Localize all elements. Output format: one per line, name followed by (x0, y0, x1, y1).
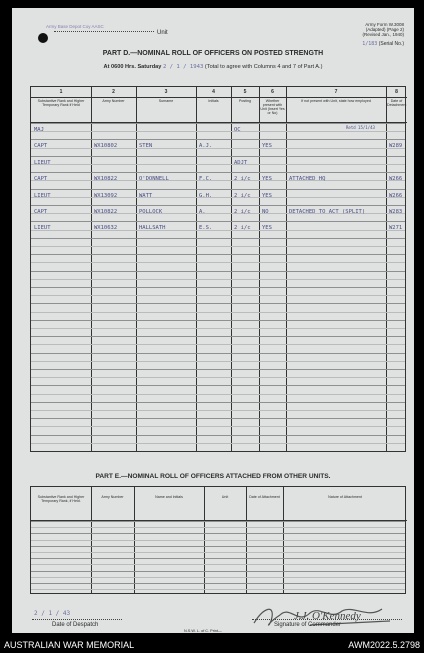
table-cell: DETACHED TO ACT (SPLIT) (289, 209, 366, 215)
part-e-column-header: Nature of Attachment (283, 487, 407, 521)
table-cell: YES (262, 225, 272, 232)
time-suffix: (Total to agree with Columns 4 and 7 of Part A.) (204, 64, 323, 70)
row-line (31, 271, 405, 272)
column-divider (386, 87, 387, 451)
row-line (31, 385, 405, 386)
serial-label: (Serial No.) (378, 41, 404, 47)
row-line (31, 402, 405, 403)
row-line (31, 320, 405, 321)
row-line (31, 287, 405, 288)
part-e-row-line (31, 552, 405, 553)
signature-text: J.J. O'Kennedy (294, 610, 361, 622)
army-form-adapted: (Adapted) (Page 2) (365, 27, 404, 32)
table-cell: OC (234, 127, 241, 133)
column-header: Whether present with Unit (Insert Yes or No) (259, 98, 286, 123)
unit-stamp: Army Base Depot Coy AASC (46, 24, 104, 29)
part-e-column-header: Substantive Rank and Higher Temporary Rank, if Held. (31, 487, 91, 521)
row-line (31, 246, 405, 247)
table-cell: W266 (389, 176, 403, 183)
column-number: 8 (386, 87, 407, 98)
column-header: Date of Detachment (386, 98, 407, 123)
part-e-title: PART E.—NOMINAL ROLL OF OFFICERS ATTACHED FROM OTHER UNITS. (95, 473, 331, 480)
table-cell: CAPT (34, 209, 48, 215)
row-line (31, 262, 405, 263)
row-line (31, 303, 405, 304)
column-number: 3 (136, 87, 196, 98)
part-e-row-line (31, 540, 405, 541)
row-line (31, 394, 405, 395)
table-cell: CAPT (34, 143, 48, 150)
column-number: 5 (231, 87, 259, 98)
serial-value: 1/183 (362, 41, 378, 47)
punch-hole (38, 33, 48, 43)
part-e-row-line (31, 577, 405, 578)
column-divider (91, 87, 92, 451)
column-header: Surname (136, 98, 196, 123)
part-e-row-line (31, 546, 405, 547)
army-form-block (362, 22, 404, 37)
table-cell: WX10632 (94, 225, 118, 232)
part-e-row-line (31, 583, 405, 584)
row-line (31, 205, 405, 206)
row-line (31, 377, 405, 378)
column-divider (231, 87, 232, 451)
row-line (31, 221, 405, 222)
table-cell: POLLOCK (139, 209, 163, 215)
table-cell: O'DONNELL (139, 176, 169, 183)
row-line (31, 410, 405, 411)
despatch-value: 2 / 1 / 43 (34, 610, 71, 617)
column-header: Posting (231, 98, 259, 123)
unit-line (54, 31, 154, 32)
printer-note: N.S.W. L. of C. Print— (184, 629, 222, 633)
unit-label: Unit (157, 30, 168, 36)
table-cell: HALLSATH (139, 225, 166, 232)
signature-label: Signature of Commander (274, 622, 342, 628)
table-cell: W271 (389, 225, 403, 232)
table-cell: NO (262, 209, 269, 215)
part-e-row-line (31, 571, 405, 572)
table-cell: WX10822 (94, 209, 118, 215)
detachment-note: Retd 15/1/43 (346, 125, 375, 130)
row-line (31, 295, 405, 296)
column-number: 6 (259, 87, 286, 98)
table-cell: W266 (389, 192, 403, 199)
row-line (31, 369, 405, 370)
row-line (31, 344, 405, 345)
part-d-subtitle (12, 64, 414, 70)
part-e-column-header: Army Number (91, 487, 134, 521)
table-cell: WX13092 (94, 192, 118, 199)
despatch-line (32, 619, 122, 620)
row-line (31, 361, 405, 362)
army-form-number: Army Form W.3008 (365, 22, 404, 27)
serial-number (362, 41, 404, 47)
table-cell: A. (199, 209, 206, 215)
part-e-column-header: Unit (204, 487, 246, 521)
row-line (31, 435, 405, 436)
despatch-label: Date of Despatch (52, 622, 99, 628)
column-number: 7 (286, 87, 386, 98)
table-cell: ADJT (234, 159, 248, 166)
part-e-row-line (31, 564, 405, 565)
row-line (31, 336, 405, 337)
table-cell: 2 i/c (234, 192, 251, 199)
table-cell: WATT (139, 192, 153, 199)
part-e-column-header: Date of Attachment (246, 487, 283, 521)
table-cell: 2 i/c (234, 225, 251, 232)
part-e-table (30, 486, 406, 594)
table-cell: A.J. (199, 143, 213, 150)
signature-line (252, 619, 402, 620)
row-line (31, 254, 405, 255)
table-cell: 2 i/c (234, 176, 251, 183)
caption-right: AWM2022.5.2798 (348, 640, 420, 650)
day-label: Saturday (137, 64, 162, 70)
part-d-title: PART D.—NOMINAL ROLL OF OFFICERS ON POSTED STRENGTH (102, 50, 324, 57)
table-cell: CAPT (34, 176, 48, 183)
table-cell: LIEUT (34, 159, 51, 166)
table-cell: LIEUT (34, 225, 51, 232)
table-cell: YES (262, 192, 272, 199)
part-e-row-line (31, 533, 405, 534)
row-line (31, 123, 405, 124)
column-number: 4 (196, 87, 231, 98)
row-line (31, 189, 405, 190)
table-cell: G.H. (199, 192, 213, 199)
column-header: Substantive Rank and Higher Temporary Rank if Held (31, 98, 91, 123)
table-cell: W283 (389, 209, 403, 215)
row-line (31, 279, 405, 280)
part-e-column-header: Name and Initials (134, 487, 204, 521)
row-line (31, 443, 405, 444)
row-line (31, 426, 405, 427)
date-value: 2 / 1 / 1943 (162, 64, 204, 70)
form-sheet (12, 8, 414, 633)
table-cell: STEN (139, 143, 153, 150)
table-cell: WX10802 (94, 143, 118, 150)
table-cell: MAJ (34, 127, 44, 133)
column-divider (136, 87, 137, 451)
table-cell: W289 (389, 143, 403, 150)
table-cell: YES (262, 143, 272, 150)
row-line (31, 156, 405, 157)
column-divider (286, 87, 287, 451)
table-cell: E.S. (199, 225, 213, 232)
part-e-row-line (31, 558, 405, 559)
row-line (31, 328, 405, 329)
row-line (31, 418, 405, 419)
part-d-table (30, 86, 406, 452)
part-e-row-line (31, 521, 405, 522)
column-header: Initials (196, 98, 231, 123)
column-number: 2 (91, 87, 136, 98)
column-divider (196, 87, 197, 451)
time-prefix: At 0600 Hrs. (103, 64, 136, 70)
row-line (31, 312, 405, 313)
column-number: 1 (31, 87, 91, 98)
part-e-row-line (31, 589, 405, 590)
table-cell: 2 i/c (234, 209, 251, 215)
table-cell: YES (262, 176, 272, 183)
part-e-row-line (31, 527, 405, 528)
row-line (31, 139, 405, 140)
table-cell: LIEUT (34, 192, 51, 199)
row-line (31, 172, 405, 173)
caption-left: AUSTRALIAN WAR MEMORIAL (4, 640, 135, 650)
table-cell: WX10822 (94, 176, 118, 183)
table-cell: F.C. (199, 176, 213, 183)
column-header: If not present with Unit, state how employed (286, 98, 386, 123)
army-form-revised: (Revised Jan., 1940) (362, 32, 404, 37)
column-header: Army Number (91, 98, 136, 123)
table-cell: ATTACHED HQ (289, 176, 326, 183)
column-divider (259, 87, 260, 451)
row-line (31, 353, 405, 354)
row-line (31, 238, 405, 239)
